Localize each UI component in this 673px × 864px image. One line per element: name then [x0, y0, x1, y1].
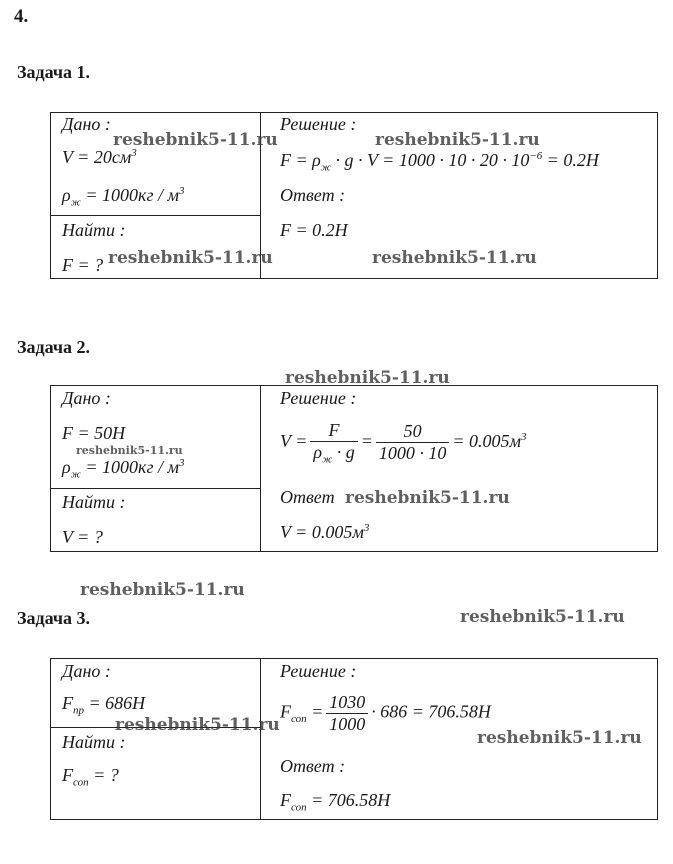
task-1-find-label: Найти :: [62, 220, 126, 240]
task-2-given-force: F = 50H: [62, 423, 126, 443]
task-2-solution-label: Решение :: [280, 388, 357, 408]
task-2-divider: [260, 385, 261, 552]
watermark: reshebnik5-11.ru: [115, 715, 280, 735]
task-2-answer: $V = 0.005м^3$: [280, 522, 370, 542]
watermark: reshebnik5-11.ru: [375, 130, 540, 150]
task-3-title: Задача 3.: [17, 608, 91, 628]
watermark: reshebnik5-11.ru: [76, 444, 183, 457]
task-3-find: $F_{соп}$ = ?: [62, 765, 119, 789]
task-1-given-divider: [50, 215, 260, 216]
task-1-formula: $F = \rho_ж \cdot g \cdot V = 1000 \cdot 10 \cdot 20 \cdot 10^{-6} = 0.2H$: [280, 150, 599, 174]
task-1-given-label: Дано :: [62, 114, 111, 134]
task-3-solution-label: Решение :: [280, 661, 357, 681]
section-number: 4.: [14, 6, 29, 27]
task-3-divider: [260, 658, 261, 820]
task-1-find: F = ?: [62, 255, 104, 275]
watermark: reshebnik5-11.ru: [460, 607, 625, 627]
task-1-solution-label: Решение :: [280, 114, 357, 134]
task-1-given-volume: $V = 20см^3$: [62, 147, 137, 167]
task-1-given-density: $\rho_ж = 1000кг / м^3$: [62, 185, 185, 209]
task-2-title: Задача 2.: [17, 337, 91, 357]
task-2-given-label: Дано :: [62, 388, 111, 408]
watermark: reshebnik5-11.ru: [80, 580, 245, 600]
task-3-given-force: $F_{пр} = 686H$: [62, 693, 146, 717]
task-3-answer-label: Ответ :: [280, 756, 346, 776]
task-2-find-label: Найти :: [62, 492, 126, 512]
watermark: reshebnik5-11.ru: [372, 248, 537, 268]
task-1-answer-label: Ответ :: [280, 185, 346, 205]
watermark: reshebnik5-11.ru: [285, 368, 450, 388]
watermark: reshebnik5-11.ru: [345, 488, 510, 508]
watermark: reshebnik5-11.ru: [108, 248, 273, 268]
task-2-answer-label: Ответ: [280, 487, 335, 507]
task-1-title: Задача 1.: [17, 62, 91, 82]
task-3-formula: $F_{соп}$ = $\frac{1030}{1000}$ · 686 = 706.58H: [280, 692, 491, 734]
task-2-given-divider: [50, 488, 260, 489]
watermark: reshebnik5-11.ru: [477, 728, 642, 748]
task-3-given-label: Дано :: [62, 661, 111, 681]
watermark: reshebnik5-11.ru: [113, 130, 278, 150]
task-1-answer: F = 0.2H: [280, 220, 348, 240]
task-2-find: V = ?: [62, 527, 103, 547]
task-2-given-density: $\rho_ж = 1000кг / м^3$: [62, 457, 185, 481]
task-3-find-label: Найти :: [62, 732, 126, 752]
task-2-formula: V = $\frac{F}{\rho_ж \cdot g}$ = $\frac{50}{1000 \cdot 10}$ = $0.005м^3$: [280, 420, 527, 466]
task-3-answer: $F_{соп} = 706.58H$: [280, 790, 391, 814]
